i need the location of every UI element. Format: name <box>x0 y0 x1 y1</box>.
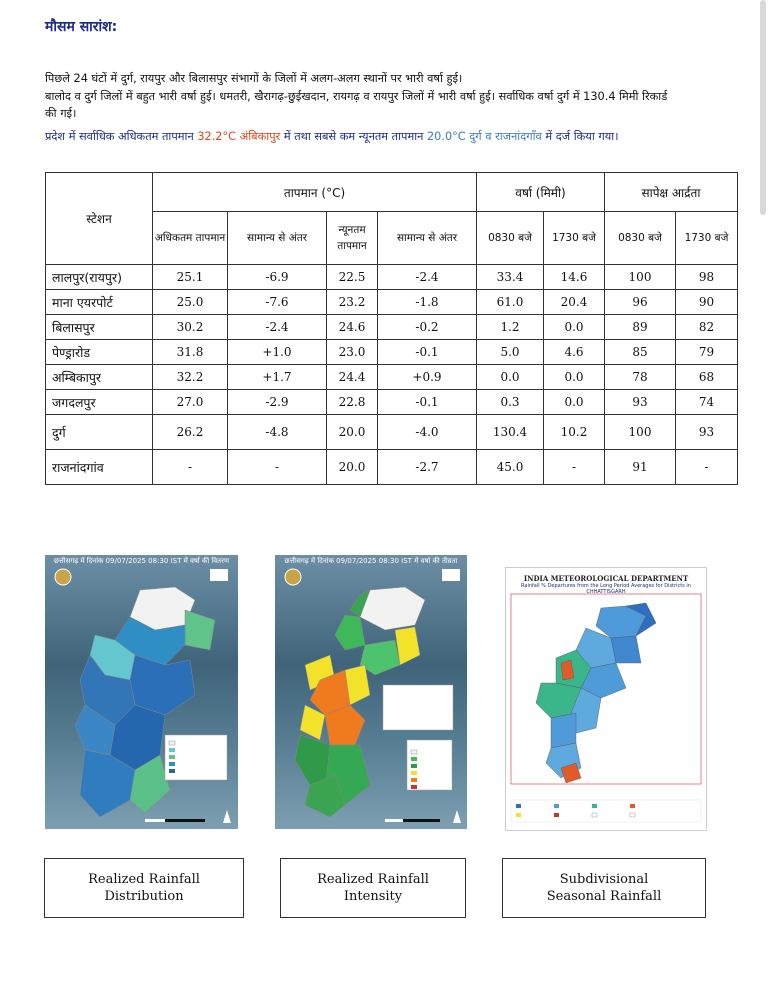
table-cell: 68 <box>676 365 738 390</box>
sub-header: न्यूनतम तापमान <box>327 212 378 265</box>
table-cell: 96 <box>605 290 676 315</box>
imd-subtitle: Rainfall % Departures from the Long Period Averages for Districts in CHHATTISGARH <box>521 583 691 595</box>
rainfall-intensity-map <box>275 555 467 829</box>
table-cell: -2.4 <box>378 265 477 290</box>
table-cell: 24.4 <box>327 365 378 390</box>
humidity-header: सापेक्ष आर्द्रता <box>605 173 738 212</box>
caption-text: Realized Rainfall Intensity <box>317 872 429 904</box>
table-cell: +1.7 <box>228 365 327 390</box>
table-row <box>46 340 738 365</box>
chhattisgarh-map-1 <box>45 555 238 829</box>
table-cell: 98 <box>676 265 738 290</box>
temperature-header: तापमान (°C) <box>153 173 477 212</box>
summary-line-2: बालोद व दुर्ग जिलों में बहुत भारी वर्षा हुई। धमतरी, खैरागढ़-छुईखदान, रायगढ़ व रायपुर जिलों में भारी वर्षा हुई। सर्वाधिक वर्षा दुर्ग में 130.4 मिमी रिकार्ड <box>45 90 668 103</box>
sub-header: 0830 बजे <box>477 212 544 265</box>
station-name: बिलासपुर <box>46 315 153 340</box>
table-cell: +1.0 <box>228 340 327 365</box>
summary-line-4-c: में तथा सबसे कम न्यूनतम तापमान <box>280 130 427 143</box>
sub-header: 1730 बजे <box>544 212 605 265</box>
caption-text: Subdivisional Seasonal Rainfall <box>546 872 662 904</box>
table-cell: 0.0 <box>544 365 605 390</box>
table-cell: 4.6 <box>544 340 605 365</box>
map2-header: छत्तीसगढ़ में दिनांक 09/07/2025 08:30 IST में वर्षा की तीव्रता <box>284 557 458 565</box>
station-name: लालपुर(रायपुर) <box>46 265 153 290</box>
table-cell: 22.5 <box>327 265 378 290</box>
table-cell: 25.1 <box>153 265 228 290</box>
table-cell: 22.8 <box>327 390 378 415</box>
table-row <box>46 415 738 450</box>
sub-header: सामान्य से अंतर <box>228 212 327 265</box>
summary-line-1: पिछले 24 घंटों में दुर्ग, रायपुर और बिलासपुर संभागों के जिलों में अलग-अलग स्थानों पर भारी वर्षा हुई। <box>45 72 463 85</box>
table-cell: 24.6 <box>327 315 378 340</box>
sub-header: 0830 बजे <box>605 212 676 265</box>
station-name: माना एयरपोर्ट <box>46 290 153 315</box>
table-cell: -7.6 <box>228 290 327 315</box>
chhattisgarh-map-3 <box>506 568 706 830</box>
table-cell: 90 <box>676 290 738 315</box>
table-cell: 85 <box>605 340 676 365</box>
summary-line-4-e: में दर्ज किया गया। <box>541 130 619 143</box>
table-cell: -4.8 <box>228 415 327 450</box>
station-name: अम्बिकापुर <box>46 365 153 390</box>
sub-header: सामान्य से अंतर <box>378 212 477 265</box>
table-cell: -2.4 <box>228 315 327 340</box>
table-body <box>46 265 738 485</box>
table-row <box>46 265 738 290</box>
table-cell: 91 <box>605 450 676 485</box>
table-cell: 61.0 <box>477 290 544 315</box>
min-temp-highlight: 20.0°C दुर्ग व राजनांदगाँव <box>426 130 542 143</box>
table-cell: 5.0 <box>477 340 544 365</box>
station-name: पेण्ड्रारोड <box>46 340 153 365</box>
table-cell: 0.0 <box>544 315 605 340</box>
max-temp-highlight: 32.2°C अंबिकापुर <box>197 130 281 143</box>
table-cell: 20.4 <box>544 290 605 315</box>
table-cell: 79 <box>676 340 738 365</box>
table-cell: 20.0 <box>327 450 378 485</box>
table-cell: -0.1 <box>378 390 477 415</box>
table-cell: 30.2 <box>153 315 228 340</box>
table-cell: 32.2 <box>153 365 228 390</box>
table-cell: +0.9 <box>378 365 477 390</box>
summary-line-4 <box>45 128 618 145</box>
table-row <box>46 290 738 315</box>
table-cell: 14.6 <box>544 265 605 290</box>
table-cell: 23.0 <box>327 340 378 365</box>
table-cell: 82 <box>676 315 738 340</box>
table-cell: -0.2 <box>378 315 477 340</box>
table-row <box>46 450 738 485</box>
table-cell: -0.1 <box>378 340 477 365</box>
table-cell: 1.2 <box>477 315 544 340</box>
table-cell: 0.0 <box>477 365 544 390</box>
table-cell: - <box>153 450 228 485</box>
sub-header: अधिकतम तापमान <box>153 212 228 265</box>
table-cell: -1.8 <box>378 290 477 315</box>
table-cell: 0.3 <box>477 390 544 415</box>
caption-rainfall-intensity <box>280 858 466 918</box>
table-cell: 26.2 <box>153 415 228 450</box>
rainfall-header: वर्षा (मिमी) <box>477 173 605 212</box>
summary-line-4-a: प्रदेश में सर्वाधिक अधिकतम तापमान <box>45 130 198 143</box>
table-cell: - <box>676 450 738 485</box>
table-cell: -2.7 <box>378 450 477 485</box>
table-cell: -6.9 <box>228 265 327 290</box>
table-cell: -2.9 <box>228 390 327 415</box>
table-cell: 23.2 <box>327 290 378 315</box>
maps-section <box>0 555 770 845</box>
table-row <box>46 365 738 390</box>
map1-header: छत्तीसगढ़ में दिनांक 09/07/2025 08:30 IST में वर्षा की वितरण <box>53 557 230 565</box>
table-cell: 31.8 <box>153 340 228 365</box>
table-cell: 33.4 <box>477 265 544 290</box>
table-cell: 130.4 <box>477 415 544 450</box>
chhattisgarh-map-2 <box>275 555 467 829</box>
caption-rainfall-distribution <box>44 858 244 918</box>
table-cell: 10.2 <box>544 415 605 450</box>
table-cell: 100 <box>605 415 676 450</box>
table-row <box>46 390 738 415</box>
table-cell: 78 <box>605 365 676 390</box>
table-row <box>46 315 738 340</box>
table-cell: 45.0 <box>477 450 544 485</box>
table-cell: 74 <box>676 390 738 415</box>
station-name: राजनांदगांव <box>46 450 153 485</box>
table-cell: 0.0 <box>544 390 605 415</box>
weather-table <box>45 172 738 485</box>
table-cell: - <box>228 450 327 485</box>
caption-seasonal-rainfall <box>502 858 706 918</box>
caption-text: Realized Rainfall Distribution <box>88 872 200 904</box>
seasonal-rainfall-map <box>505 567 707 831</box>
summary-line-3: की गई। <box>45 107 77 120</box>
station-name: दुर्ग <box>46 415 153 450</box>
table-cell: 89 <box>605 315 676 340</box>
table-cell: 93 <box>605 390 676 415</box>
station-name: जगदलपुर <box>46 390 153 415</box>
imd-title: INDIA METEOROLOGICAL DEPARTMENT <box>523 574 689 583</box>
table-cell: 27.0 <box>153 390 228 415</box>
table-cell: 100 <box>605 265 676 290</box>
sub-header: 1730 बजे <box>676 212 738 265</box>
table-cell: 20.0 <box>327 415 378 450</box>
rainfall-distribution-map <box>45 555 238 829</box>
table-cell: 93 <box>676 415 738 450</box>
summary-title: मौसम सारांश: <box>45 19 118 35</box>
station-header: स्टेशन <box>46 173 153 265</box>
table-cell: 25.0 <box>153 290 228 315</box>
scrollbar[interactable] <box>760 0 766 215</box>
table-cell: -4.0 <box>378 415 477 450</box>
table-cell: - <box>544 450 605 485</box>
